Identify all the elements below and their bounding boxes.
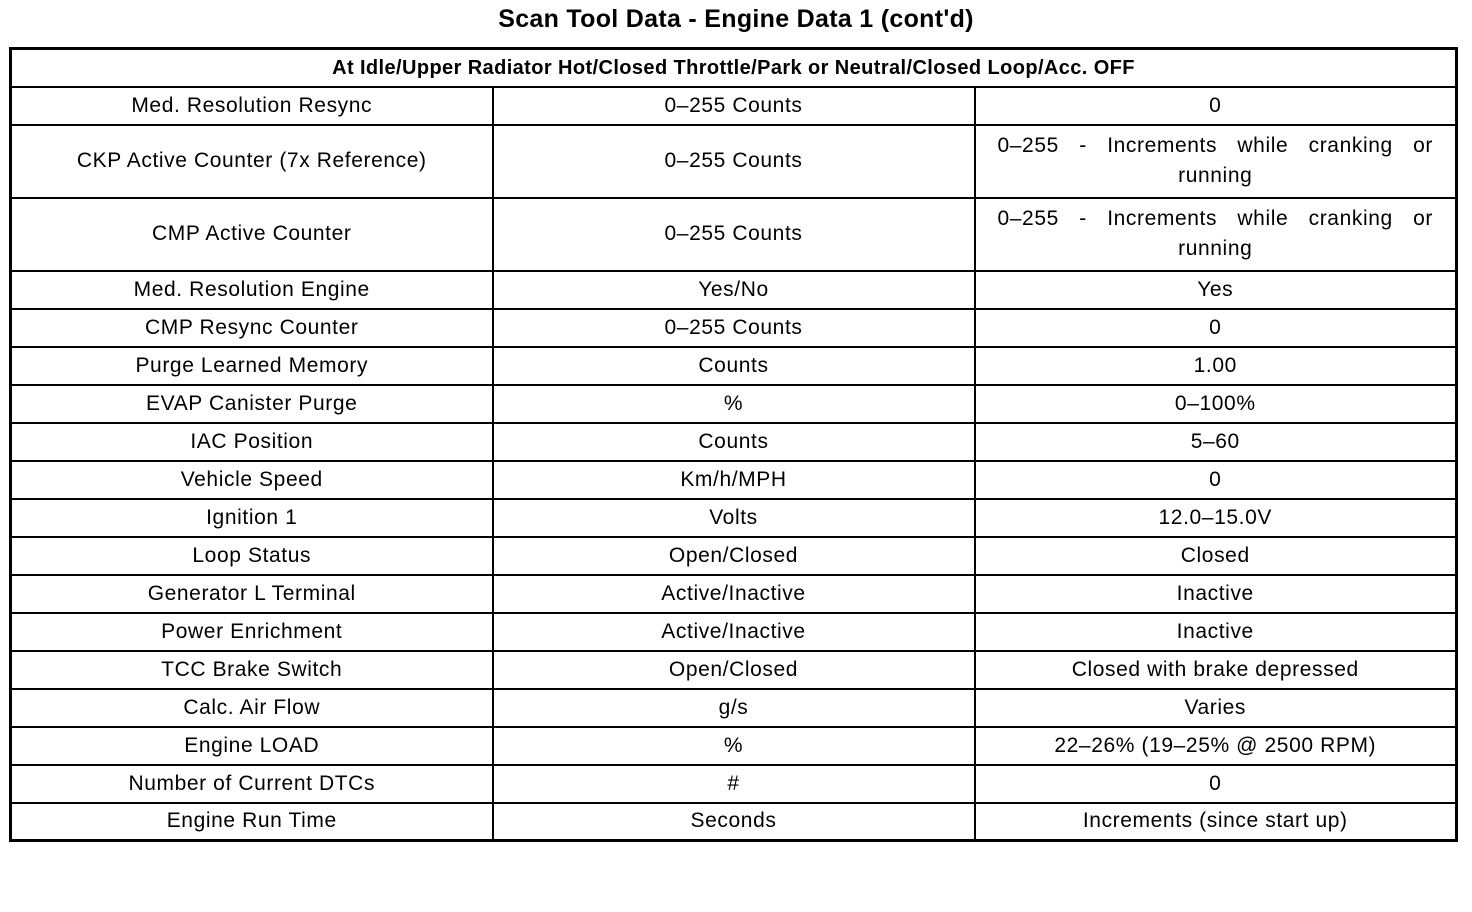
value-cell: 0 (975, 87, 1457, 125)
units-cell: Active/Inactive (493, 613, 975, 651)
value-cell: 12.0–15.0V (975, 499, 1457, 537)
units-cell: Counts (493, 423, 975, 461)
table-row (11, 385, 1457, 423)
scan-data-table (9, 47, 1458, 842)
table-row (11, 727, 1457, 765)
value-cell: 22–26% (19–25% @ 2500 RPM) (975, 727, 1457, 765)
units-cell: Open/Closed (493, 651, 975, 689)
table-row (11, 765, 1457, 803)
parameter-cell: Purge Learned Memory (11, 347, 493, 385)
units-cell: Counts (493, 347, 975, 385)
table-row (11, 461, 1457, 499)
table-row (11, 537, 1457, 575)
table-body (11, 49, 1457, 841)
parameter-cell: Loop Status (11, 537, 493, 575)
parameter-cell: Med. Resolution Resync (11, 87, 493, 125)
page-title: Scan Tool Data - Engine Data 1 (cont'd) (498, 5, 974, 33)
parameter-cell: Generator L Terminal (11, 575, 493, 613)
value-cell: 0–255 - Increments while cranking or running (975, 125, 1457, 198)
parameter-cell: Number of Current DTCs (11, 765, 493, 803)
parameter-cell: Ignition 1 (11, 499, 493, 537)
units-cell: % (493, 727, 975, 765)
parameter-cell: IAC Position (11, 423, 493, 461)
table-row (11, 651, 1457, 689)
value-cell: 1.00 (975, 347, 1457, 385)
parameter-cell: Engine Run Time (11, 803, 493, 841)
table-row (11, 309, 1457, 347)
table-row (11, 271, 1457, 309)
value-cell: 0 (975, 461, 1457, 499)
value-cell: 0 (975, 309, 1457, 347)
parameter-cell: Vehicle Speed (11, 461, 493, 499)
units-cell: Open/Closed (493, 537, 975, 575)
table-row (11, 575, 1457, 613)
units-cell: Yes/No (493, 271, 975, 309)
table-header-row (11, 49, 1457, 87)
table-row (11, 613, 1457, 651)
units-cell: 0–255 Counts (493, 198, 975, 271)
units-cell: Seconds (493, 803, 975, 841)
value-cell: 5–60 (975, 423, 1457, 461)
value-cell: Closed (975, 537, 1457, 575)
parameter-cell: CMP Active Counter (11, 198, 493, 271)
value-cell: 0–255 - Increments while cranking or running (975, 198, 1457, 271)
parameter-cell: CMP Resync Counter (11, 309, 493, 347)
units-cell: g/s (493, 689, 975, 727)
table-row (11, 499, 1457, 537)
value-cell: 0 (975, 765, 1457, 803)
table-row (11, 423, 1457, 461)
units-cell: % (493, 385, 975, 423)
parameter-cell: EVAP Canister Purge (11, 385, 493, 423)
units-cell: # (493, 765, 975, 803)
parameter-cell: Engine LOAD (11, 727, 493, 765)
table-row (11, 803, 1457, 841)
value-cell: 0–100% (975, 385, 1457, 423)
value-cell: Inactive (975, 575, 1457, 613)
parameter-cell: Calc. Air Flow (11, 689, 493, 727)
value-cell: Varies (975, 689, 1457, 727)
table-row (11, 125, 1457, 198)
value-cell: Increments (since start up) (975, 803, 1457, 841)
units-cell: Volts (493, 499, 975, 537)
units-cell: Active/Inactive (493, 575, 975, 613)
table-row (11, 347, 1457, 385)
table-row (11, 198, 1457, 271)
parameter-cell: Power Enrichment (11, 613, 493, 651)
units-cell: 0–255 Counts (493, 125, 975, 198)
conditions-header: At Idle/Upper Radiator Hot/Closed Throttle/Park or Neutral/Closed Loop/Acc. OFF (11, 49, 1457, 87)
parameter-cell: CKP Active Counter (7x Reference) (11, 125, 493, 198)
table-row (11, 689, 1457, 727)
units-cell: 0–255 Counts (493, 309, 975, 347)
table-row (11, 87, 1457, 125)
units-cell: Km/h/MPH (493, 461, 975, 499)
value-cell: Closed with brake depressed (975, 651, 1457, 689)
units-cell: 0–255 Counts (493, 87, 975, 125)
value-cell: Inactive (975, 613, 1457, 651)
value-cell: Yes (975, 271, 1457, 309)
parameter-cell: TCC Brake Switch (11, 651, 493, 689)
parameter-cell: Med. Resolution Engine (11, 271, 493, 309)
